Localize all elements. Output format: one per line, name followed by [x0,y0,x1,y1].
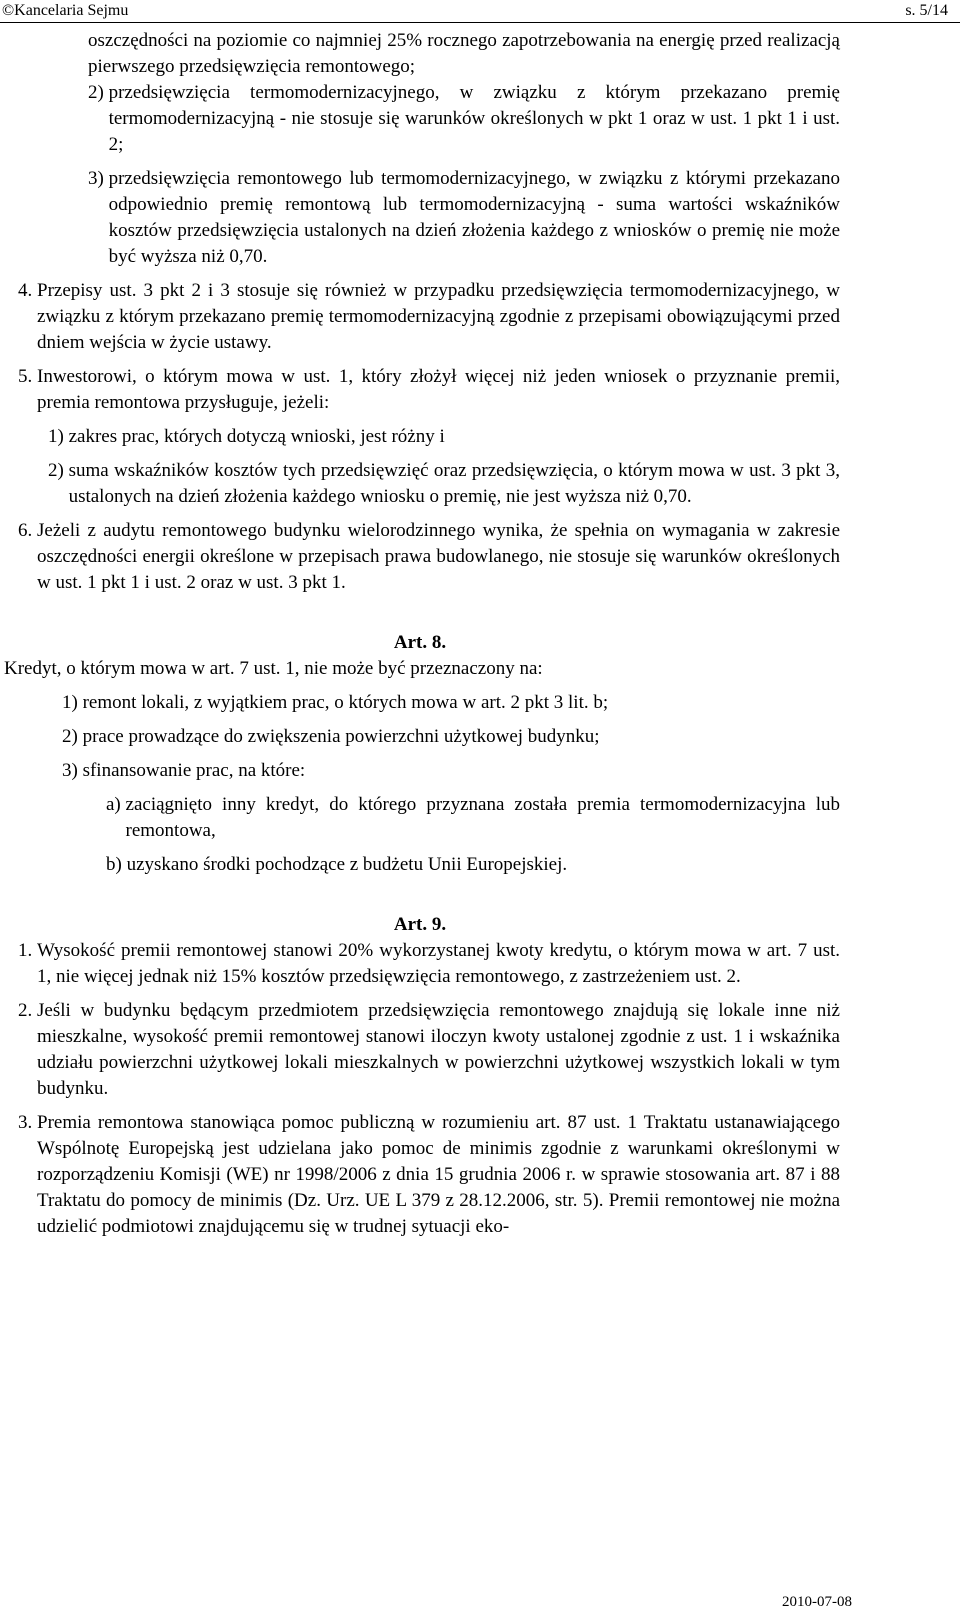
list-item-letter: b) [106,854,127,875]
paragraph-number: 4. [18,280,37,301]
paragraph-text: Premia remontowa stanowiąca pomoc publiczną w rozumieniu art. 87 ust. 1 Traktatu ustanawiającego Wspólnotę Europejską jest udzielana jako pomoc de minimis zgodnie z warunkami określonymi w rozporządzeniu Komisji (WE) nr 1998/2006 z dnia 15 grudnia 2006 r. w sprawie stosowania art. 87 i 88 Traktatu do pomocy de minimis (Dz. Urz. UE L 379 z 28.12.2006, str. 5). Premii remontowej nie można udzielić podmiotowi znajdującemu się w trudnej sytuacji eko- [37,1112,840,1237]
list-item-5-1 [48,424,840,450]
paragraph-a9-1 [18,938,840,990]
article-heading-9: Art. 9. [393,914,447,935]
list-item-a8-1 [62,690,840,716]
article-heading-8: Art. 8. [393,632,447,653]
paragraph-ust-6 [18,518,840,596]
list-item-number: 3) [88,168,109,189]
document-body [0,28,960,1240]
header-source: ©Kancelaria Sejmu [2,2,129,19]
list-item-text: przedsięwzięcia termomodernizacyjnego, w związku z którym przekazano premię termomodernizacyjną - nie stosuje się warunków określonych w pkt 1 oraz w ust. 1 pkt 1 i ust. 2; [108,82,840,155]
list-item-text: prace prowadzące do zwiększenia powierzchni użytkowej budynku; [82,726,600,747]
list-item-text: suma wskaźników kosztów tych przedsięwzięć oraz przedsięwzięcia, o którym mowa w ust. 3 pkt 3, ustalonych na dzień złożenia każdego wniosku o premię, nie jest wyższa niż 0,70. [68,460,840,507]
list-item-letter: a) [106,794,126,815]
paragraph-text: Jeśli w budynku będącym przedmiotem przedsięwzięcia remontowego znajdują się lokale inne niż mieszkalne, wysokość premii remontowej stanowi iloczyn kwoty ustalonej zgodnie z ust. 1 i wskaźnika udziału powierzchni użytkowej lokali mieszkalnych w powierzchni użytkowej wszystkich lokali w tym budynku. [37,1000,840,1099]
list-item-number: 1) [48,426,69,447]
footer-date: 2010-07-08 [782,1594,852,1610]
list-item-2 [88,80,840,158]
article-8-intro: Kredyt, o którym mowa w art. 7 ust. 1, nie może być przeznaczony na: [4,658,543,679]
paragraph-number: 3. [18,1112,37,1133]
paragraph-number: 1. [18,940,37,961]
list-item-number: 3) [62,760,83,781]
paragraph-number: 5. [18,366,37,387]
list-item-number: 1) [62,692,83,713]
list-item-3 [88,166,840,270]
list-item-number: 2) [88,82,109,103]
list-item-5-2 [48,458,840,510]
list-item-text: przedsięwzięcia remontowego lub termomodernizacyjnego, w związku z którymi przekazano odpowiednio premię remontową lub termomodernizacyjną - suma wartości wskaźników kosztów przedsięwzięcia ustalonych na dzień złożenia każdego z wniosków o premię nie może być wyższa niż 0,70. [108,168,840,267]
header-divider [0,22,960,23]
paragraph-text: Inwestorowi, o którym mowa w ust. 1, który złożył więcej niż jeden wniosek o przyznanie premii, premia remontowa przysługuje, jeżeli: [37,366,840,413]
paragraph-text: Przepisy ust. 3 pkt 2 i 3 stosuje się również w przypadku przedsięwzięcia termomodernizacyjnego, w związku z którym przekazano premię termomodernizacyjną zgodnie z przepisami obowiązującymi przed dniem wejścia w życie ustawy. [37,280,840,353]
paragraph-text: Wysokość premii remontowej stanowi 20% wykorzystanej kwoty kredytu, o którym mowa w art. 7 ust. 1, nie więcej jednak niż 15% kosztów przedsięwzięcia remontowego, z zastrzeżeniem ust. 2. [37,940,840,987]
list-item-text: uzyskano środki pochodzące z budżetu Unii Europejskiej. [126,854,568,875]
list-item-text: zaciągnięto inny kredyt, do którego przyznana została premia termomodernizacyjna lub remontowa, [125,794,840,841]
paragraph-number: 2. [18,1000,37,1021]
paragraph-a9-2 [18,998,840,1102]
paragraph-a9-3 [18,1110,840,1240]
list-item-number: 2) [62,726,83,747]
paragraph-ust-4 [18,278,840,356]
list-item-a8-2 [62,724,840,750]
paragraph-text: Jeżeli z audytu remontowego budynku wielorodzinnego wynika, że spełnia on wymagania w zakresie oszczędności energii określone w przepisach prawa budowlanego, nie stosuje się warunków określonych w ust. 1 pkt 1 i ust. 2 oraz w ust. 3 pkt 1. [37,520,840,593]
list-item-text: remont lokali, z wyjątkiem prac, o których mowa w art. 2 pkt 3 lit. b; [82,692,609,713]
list-item-a8-3 [62,758,840,784]
list-item-text: sfinansowanie prac, na które: [82,760,306,781]
paragraph-continuation: oszczędności na poziomie co najmniej 25% rocznego zapotrzebowania na energię przed realizacją pierwszego przedsięwzięcia remontowego; [88,30,840,77]
paragraph-ust-5 [18,364,840,416]
list-item-a8-3b [106,852,840,878]
paragraph-number: 6. [18,520,37,541]
page-number: s. 5/14 [905,2,948,19]
list-item-a8-3a [106,792,840,844]
list-item-text: zakres prac, których dotyczą wnioski, jest różny i [68,426,445,447]
list-item-number: 2) [48,460,69,481]
